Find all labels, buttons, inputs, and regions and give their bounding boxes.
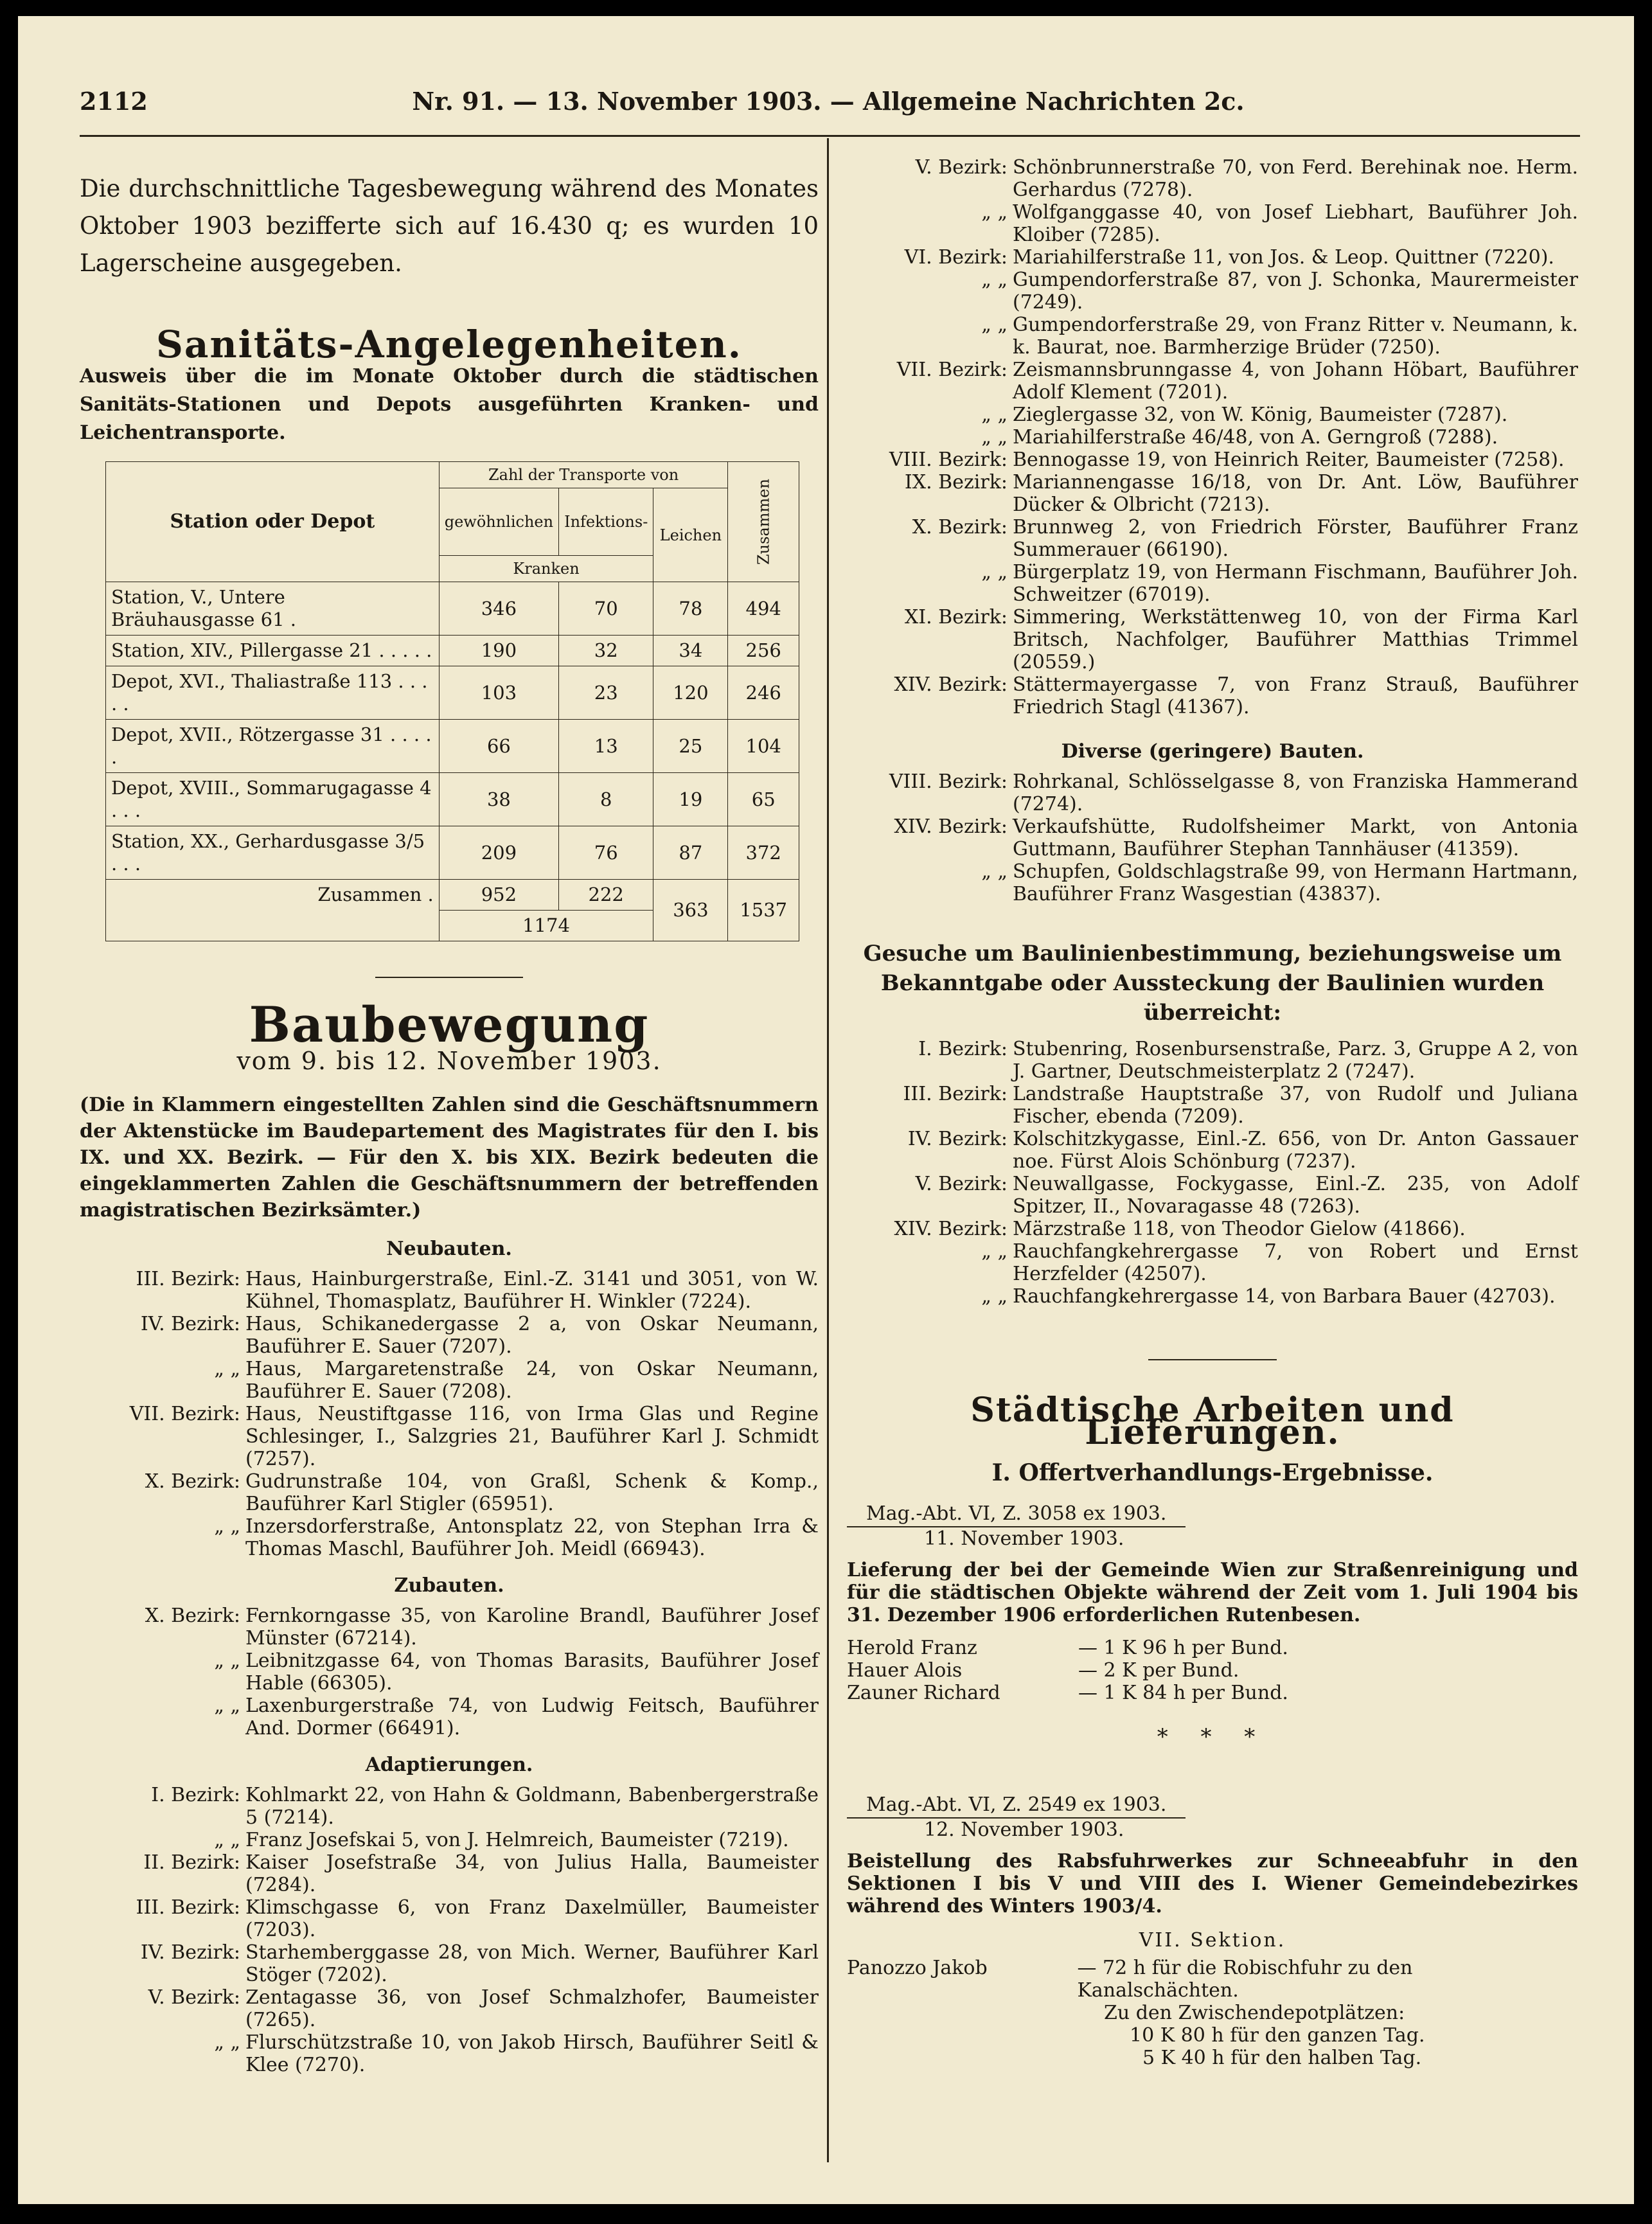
entry-text: Bürgerplatz 19, von Hermann Fischmann, Bauführer Joh. Schweitzer (67019).	[1013, 561, 1578, 606]
bid-line: 5 K 40 h für den halben Tag.	[1142, 2047, 1422, 2069]
entry-text: Kolschitzkygasse, Einl.-Z. 656, von Dr. Anton Gassauer noe. Fürst Alois Schönburg (7237).	[1013, 1128, 1578, 1173]
entry-text: Rauchfangkehrergasse 7, von Robert und Ernst Herzfelder (42507).	[1013, 1240, 1578, 1285]
section-divider	[1148, 1359, 1277, 1360]
entry-text: Mariahilferstraße 46/48, von A. Gerngroß (7288).	[1013, 426, 1498, 449]
entry-text: Leibnitzgasse 64, von Thomas Barasits, Bauführer Josef Hable (66305).	[245, 1650, 819, 1695]
list-item	[847, 1083, 1578, 1128]
entry-text: Gumpendorferstraße 87, von J. Schonka, Maurermeister (7249).	[1013, 269, 1578, 314]
offer-block-1	[847, 1502, 1578, 1748]
entry-text: Gudrunstraße 104, von Graßl, Schenk & Komp., Bauführer Karl Stigler (65951).	[245, 1470, 819, 1515]
entry-text: Gumpendorferstraße 29, von Franz Ritter v. Neumann, k. k. Baurat, noe. Barmherzige Brüder (7250).	[1013, 314, 1578, 359]
lei-cell: 120	[653, 666, 728, 720]
list-item	[847, 201, 1578, 246]
entry-text: Haus, Schikanedergasse 2 a, von Oskar Neumann, Bauführer E. Sauer (7207).	[245, 1313, 819, 1358]
offert-heading: I. Offertverhandlungs-Ergebnisse.	[991, 1459, 1434, 1486]
list-item	[80, 2031, 819, 2076]
total-zus: 1537	[728, 880, 799, 941]
lei-cell: 87	[653, 826, 728, 880]
district-label: „ „	[214, 2031, 240, 2054]
entry-text: Fernkorngasse 35, von Karoline Brandl, Bauführer Josef Münster (67214).	[245, 1605, 819, 1650]
entry-text: Zentagasse 36, von Josef Schmalzhofer, Baumeister (7265).	[245, 1986, 819, 2031]
list-item	[80, 1941, 819, 1986]
district-label: „ „	[214, 1650, 240, 1672]
list-item	[847, 770, 1578, 815]
district-label: VII. Bezirk:	[896, 359, 1008, 381]
district-label: „ „	[981, 426, 1008, 449]
bidder-name: Herold Franz	[847, 1637, 977, 1659]
district-label: III. Bezirk:	[136, 1268, 240, 1290]
entry-text: Haus, Hainburgerstraße, Einl.-Z. 3141 und 3051, von W. Kühnel, Thomasplatz, Bauführer H. Winkler (7224).	[245, 1268, 819, 1313]
station-cell: Depot, XVI., Thaliastraße 113 . . . . .	[106, 666, 440, 720]
district-label: VI. Bezirk:	[904, 246, 1008, 269]
district-label: „ „	[214, 1358, 240, 1380]
list-item	[847, 606, 1578, 673]
district-label: I. Bezirk:	[918, 1038, 1008, 1060]
zus-cell: 494	[728, 582, 799, 636]
offer-date: 12. November 1903.	[924, 1819, 1124, 1841]
sanitaets-title: Sanitäts-Angelegenheiten.	[156, 323, 742, 366]
gew-cell: 346	[439, 582, 558, 636]
district-label: XIV. Bezirk:	[894, 815, 1008, 838]
entry-text: Kaiser Josefstraße 34, von Julius Halla, Baumeister (7284).	[245, 1851, 819, 1896]
district-label: IV. Bezirk:	[907, 1128, 1008, 1150]
inf-cell: 76	[559, 826, 653, 880]
inf-cell: 32	[559, 636, 653, 666]
district-label: XIV. Bezirk:	[894, 1218, 1008, 1240]
total-gew: 952	[439, 880, 558, 911]
station-cell: Station, XX., Gerhardusgasse 3/5 . . .	[106, 826, 440, 880]
diverse-heading: Diverse (geringere) Bauten.	[1061, 740, 1364, 763]
table-row	[106, 773, 799, 826]
total-kranken: 1174	[439, 911, 653, 941]
district-label: XIV. Bezirk:	[894, 673, 1008, 696]
entry-text: Klimschgasse 6, von Franz Daxelmüller, Baumeister (7203).	[245, 1896, 819, 1941]
gew-cell: 209	[439, 826, 558, 880]
offer-block-2	[847, 1793, 1578, 2069]
entry-text: Märzstraße 118, von Theodor Gielow (41866).	[1013, 1218, 1466, 1240]
district-label: VIII. Bezirk:	[889, 770, 1008, 793]
th-leichen: Leichen	[653, 488, 728, 582]
right-column	[847, 156, 1578, 2069]
entry-text: Inzersdorferstraße, Antonsplatz 22, von Stephan Irra & Thomas Maschl, Bauführer Joh. Meidl (66943).	[245, 1515, 819, 1560]
list-item	[80, 1470, 819, 1515]
th-station: Station oder Depot	[106, 462, 440, 582]
baubewegung-note: (Die in Klammern eingestellten Zahlen sind die Geschäftsnummern der Aktenstücke im Baudepartement des Magistrates für den I. bis IX. und XX. Bezirk. — Für den X. bis XIX. Bezirk bedeuten die eingeklammerten Zahlen die Geschäftsnummern der betreffenden magistratischen Bezirksämter.)	[80, 1094, 819, 1222]
list-item	[847, 516, 1578, 561]
sanitaets-subtitle: Ausweis über die im Monate Oktober durch die städtischen Sanitäts-Stationen und Depots ausgeführten Kranken- und Leichentransporte.	[80, 365, 819, 444]
total-lei: 363	[653, 880, 728, 941]
district-label: IX. Bezirk:	[904, 471, 1008, 494]
reference-number: Mag.-Abt. VI, Z. 3058 ex 1903.	[847, 1502, 1186, 1527]
baubewegung-title: Baubewegung	[249, 996, 650, 1053]
list-item	[80, 1695, 819, 1739]
section-divider	[375, 977, 523, 978]
zus-cell: 256	[728, 636, 799, 666]
baubewegung-date: vom 9. bis 12. November 1903.	[236, 1047, 662, 1075]
neubauten-heading: Neubauten.	[386, 1238, 512, 1260]
station-cell: Depot, XVII., Rötzergasse 31 . . . . .	[106, 720, 440, 773]
arbeiten-title: Städtische Arbeiten und Lieferungen.	[970, 1391, 1455, 1452]
list-item	[80, 1896, 819, 1941]
entry-text: Schupfen, Goldschlagstraße 99, von Hermann Hartmann, Bauführer Franz Wasgestian (43837).	[1013, 860, 1578, 905]
bid-price: — 1 K 84 h per Bund.	[1078, 1682, 1288, 1704]
th-zusammen: Zusammen	[728, 462, 799, 582]
entry-text: Stubenring, Rosenbursenstraße, Parz. 3, Gruppe A 2, von J. Gartner, Deutschmeisterplatz 2 (7247).	[1013, 1038, 1578, 1083]
district-label: IV. Bezirk:	[140, 1313, 240, 1335]
entry-text: Mariannengasse 16/18, von Dr. Ant. Löw, Bauführer Dücker & Olbricht (7213).	[1013, 471, 1578, 516]
entry-text: Rauchfangkehrergasse 14, von Barbara Bauer (42703).	[1013, 1285, 1556, 1308]
zus-cell: 65	[728, 773, 799, 826]
list-item	[847, 1173, 1578, 1218]
left-column	[80, 170, 819, 2076]
entry-text: Landstraße Hauptstraße 37, von Rudolf und Juliana Fischer, ebenda (7209).	[1013, 1083, 1578, 1128]
list-item	[80, 1515, 819, 1560]
inf-cell: 13	[559, 720, 653, 773]
list-item	[80, 1403, 819, 1470]
lei-cell: 34	[653, 636, 728, 666]
district-label: „ „	[214, 1829, 240, 1851]
header-rule	[80, 135, 1580, 137]
bidder-name: Panozzo Jakob	[847, 1957, 988, 1979]
zus-cell: 246	[728, 666, 799, 720]
list-item	[847, 1240, 1578, 1285]
list-item	[847, 359, 1578, 404]
district-label: X. Bezirk:	[145, 1605, 240, 1627]
entry-text: Haus, Margaretenstraße 24, von Oskar Neumann, Bauführer E. Sauer (7208).	[245, 1358, 819, 1403]
th-infektions: Infektions-	[559, 488, 653, 556]
gew-cell: 190	[439, 636, 558, 666]
bid-line: Zu den Zwischendepotplätzen:	[1104, 2002, 1405, 2024]
district-label: „ „	[981, 269, 1008, 291]
list-item	[847, 561, 1578, 606]
lei-cell: 25	[653, 720, 728, 773]
list-item	[80, 1313, 819, 1358]
list-item	[847, 673, 1578, 718]
page-header	[80, 87, 1577, 125]
list-item	[847, 1038, 1578, 1083]
entry-text: Rohrkanal, Schlösselgasse 8, von Franziska Hammerand (7274).	[1013, 770, 1578, 815]
entry-text: Zieglergasse 32, von W. König, Baumeister (7287).	[1013, 404, 1508, 426]
list-item	[847, 1285, 1578, 1308]
total-inf: 222	[559, 880, 653, 911]
district-label: V. Bezirk:	[148, 1986, 240, 2009]
adaptierungen-heading: Adaptierungen.	[365, 1754, 533, 1776]
entry-text: Stättermayergasse 7, von Franz Strauß, Bauführer Friedrich Stagl (41367).	[1013, 673, 1578, 718]
list-item	[847, 314, 1578, 359]
inf-cell: 70	[559, 582, 653, 636]
total-row	[106, 880, 799, 911]
lei-cell: 19	[653, 773, 728, 826]
entry-text: Franz Josefskai 5, von J. Helmreich, Baumeister (7219).	[245, 1829, 789, 1851]
station-cell: Station, V., Untere Bräuhausgasse 61 .	[106, 582, 440, 636]
bidder-name: Zauner Richard	[847, 1682, 1000, 1704]
district-label: III. Bezirk:	[903, 1083, 1008, 1105]
district-label: IV. Bezirk:	[140, 1941, 240, 1964]
zus-cell: 104	[728, 720, 799, 773]
district-label: II. Bezirk:	[143, 1851, 240, 1874]
list-item	[847, 426, 1578, 449]
th-gewoehnliche: gewöhnlichen	[439, 488, 558, 556]
district-label: „ „	[981, 1285, 1008, 1308]
list-item	[847, 1218, 1578, 1240]
entry-text: Laxenburgerstraße 74, von Ludwig Feitsch, Bauführer And. Dormer (66491).	[245, 1695, 819, 1739]
district-label: „ „	[981, 404, 1008, 426]
gew-cell: 38	[439, 773, 558, 826]
bid-row	[847, 1637, 1578, 1659]
entry-text: Haus, Neustiftgasse 116, von Irma Glas und Regine Schlesinger, I., Salzgries 21, Bauführer Karl J. Schmidt (7257).	[245, 1403, 819, 1470]
list-item	[847, 156, 1578, 201]
district-label: „ „	[214, 1515, 240, 1538]
table-row	[106, 666, 799, 720]
table-row	[106, 582, 799, 636]
list-item	[847, 269, 1578, 314]
column-divider	[827, 138, 829, 2162]
bid-line: 10 K 80 h für den ganzen Tag.	[1130, 2024, 1425, 2047]
entry-text: Kohlmarkt 22, von Hahn & Goldmann, Babenbergerstraße 5 (7214).	[245, 1784, 819, 1829]
th-zahl: Zahl der Transporte von	[439, 462, 728, 488]
entry-text: Wolfganggasse 40, von Josef Liebhart, Bauführer Joh. Kloiber (7285).	[1013, 201, 1578, 246]
gesuche-heading: Gesuche um Baulinienbestimmung, beziehungsweise um Bekanntgabe oder Aussteckung der Baulinien wurden überreicht:	[863, 941, 1562, 1026]
district-label: X. Bezirk:	[912, 516, 1008, 538]
list-item	[847, 1128, 1578, 1173]
station-cell: Depot, XVIII., Sommarugagasse 4 . . .	[106, 773, 440, 826]
entry-text: Mariahilferstraße 11, von Jos. & Leop. Quittner (7220).	[1013, 246, 1554, 269]
bid-row	[847, 1682, 1578, 1704]
inf-cell: 23	[559, 666, 653, 720]
list-item	[847, 815, 1578, 860]
table-row	[106, 720, 799, 773]
district-label: X. Bezirk:	[145, 1470, 240, 1493]
table-row	[106, 636, 799, 666]
list-item	[80, 1851, 819, 1896]
list-item	[80, 1986, 819, 2031]
inf-cell: 8	[559, 773, 653, 826]
entry-text: Schönbrunnerstraße 70, von Ferd. Berehinak noe. Herm. Gerhardus (7278).	[1013, 156, 1578, 201]
district-label: „ „	[981, 1240, 1008, 1263]
entry-text: Starhemberggasse 28, von Mich. Werner, Bauführer Karl Stöger (7202).	[245, 1941, 819, 1986]
offer-title: Beistellung des Rabsfuhrwerkes zur Schneeabfuhr in den Sektionen I bis V und VIII des I. Wiener Gemeindebezirkes während des Winters 1903/4.	[847, 1850, 1578, 1917]
district-label: „ „	[981, 314, 1008, 336]
table-row	[106, 826, 799, 880]
entry-text: Neuwallgasse, Fockygasse, Einl.-Z. 235, von Adolf Spitzer, II., Novaragasse 48 (7263).	[1013, 1173, 1578, 1218]
entry-text: Simmering, Werkstättenweg 10, von der Firma Karl Britsch, Nachfolger, Bauführer Matthias Trimmel (20559.)	[1013, 606, 1578, 673]
list-item	[847, 404, 1578, 426]
district-label: „ „	[981, 860, 1008, 883]
zus-cell: 372	[728, 826, 799, 880]
th-kranken: Kranken	[439, 556, 653, 582]
list-item	[80, 1358, 819, 1403]
list-item	[847, 246, 1578, 269]
district-label: „ „	[981, 561, 1008, 583]
gew-cell: 66	[439, 720, 558, 773]
bid-row	[847, 1957, 1578, 2002]
list-item	[80, 1268, 819, 1313]
lei-cell: 78	[653, 582, 728, 636]
district-label: V. Bezirk:	[915, 1173, 1008, 1195]
station-cell: Station, XIV., Pillergasse 21 . . . . .	[106, 636, 440, 666]
district-label: VIII. Bezirk:	[889, 449, 1008, 471]
district-label: VII. Bezirk:	[129, 1403, 240, 1425]
district-label: „ „	[214, 1695, 240, 1717]
bidder-name: Hauer Alois	[847, 1659, 963, 1682]
newspaper-page	[18, 16, 1634, 2204]
list-item	[847, 449, 1578, 471]
section-label: VII. Sektion.	[1139, 1929, 1286, 1952]
entry-text: Zeismannsbrunngasse 4, von Johann Höbart, Bauführer Adolf Klement (7201).	[1013, 359, 1578, 404]
list-item	[80, 1605, 819, 1650]
reference-number: Mag.-Abt. VI, Z. 2549 ex 1903.	[847, 1793, 1186, 1819]
district-label: I. Bezirk:	[151, 1784, 240, 1806]
district-label: III. Bezirk:	[136, 1896, 240, 1919]
district-label: „ „	[981, 201, 1008, 224]
bid-line: — 72 h für die Robischfuhr zu den Kanalschächten.	[1077, 1957, 1413, 2002]
list-item	[847, 471, 1578, 516]
offer-title: Lieferung der bei der Gemeinde Wien zur Straßenreinigung und für die städtischen Objekte während der Zeit vom 1. Juli 1904 bis 31. Dezember 1906 erforderlichen Rutenbesen.	[847, 1559, 1578, 1626]
bid-row	[847, 1659, 1578, 1682]
entry-text: Bennogasse 19, von Heinrich Reiter, Baumeister (7258).	[1013, 449, 1565, 471]
entry-text: Flurschützstraße 10, von Jakob Hirsch, Bauführer Seitl & Klee (7270).	[245, 2031, 819, 2076]
list-item	[847, 860, 1578, 905]
entry-text: Verkaufshütte, Rudolfsheimer Markt, von Antonia Guttmann, Bauführer Stephan Tannhäuser (41359).	[1013, 815, 1578, 860]
total-label: Zusammen .	[106, 880, 440, 941]
district-label: V. Bezirk:	[915, 156, 1008, 179]
transport-table	[105, 461, 799, 941]
page-number: 2112	[80, 87, 148, 116]
asterism: * * *	[1157, 1724, 1268, 1750]
bid-price: — 2 K per Bund.	[1078, 1659, 1239, 1682]
running-title: Nr. 91. — 13. November 1903. — Allgemeine Nachrichten 2c.	[412, 87, 1245, 116]
bid-price: — 1 K 96 h per Bund.	[1078, 1637, 1288, 1659]
gew-cell: 103	[439, 666, 558, 720]
offer-date: 11. November 1903.	[924, 1527, 1124, 1550]
entry-text: Brunnweg 2, von Friedrich Förster, Bauführer Franz Summerauer (66190).	[1013, 516, 1578, 561]
intro-paragraph: Die durchschnittliche Tagesbewegung während des Monates Oktober 1903 bezifferte sich auf 16.430 q; es wurden 10 Lagerscheine ausgegeben.	[80, 175, 819, 277]
zubauten-heading: Zubauten.	[394, 1574, 504, 1597]
district-label: XI. Bezirk:	[904, 606, 1008, 628]
list-item	[80, 1650, 819, 1695]
list-item	[80, 1829, 819, 1851]
list-item	[80, 1784, 819, 1829]
